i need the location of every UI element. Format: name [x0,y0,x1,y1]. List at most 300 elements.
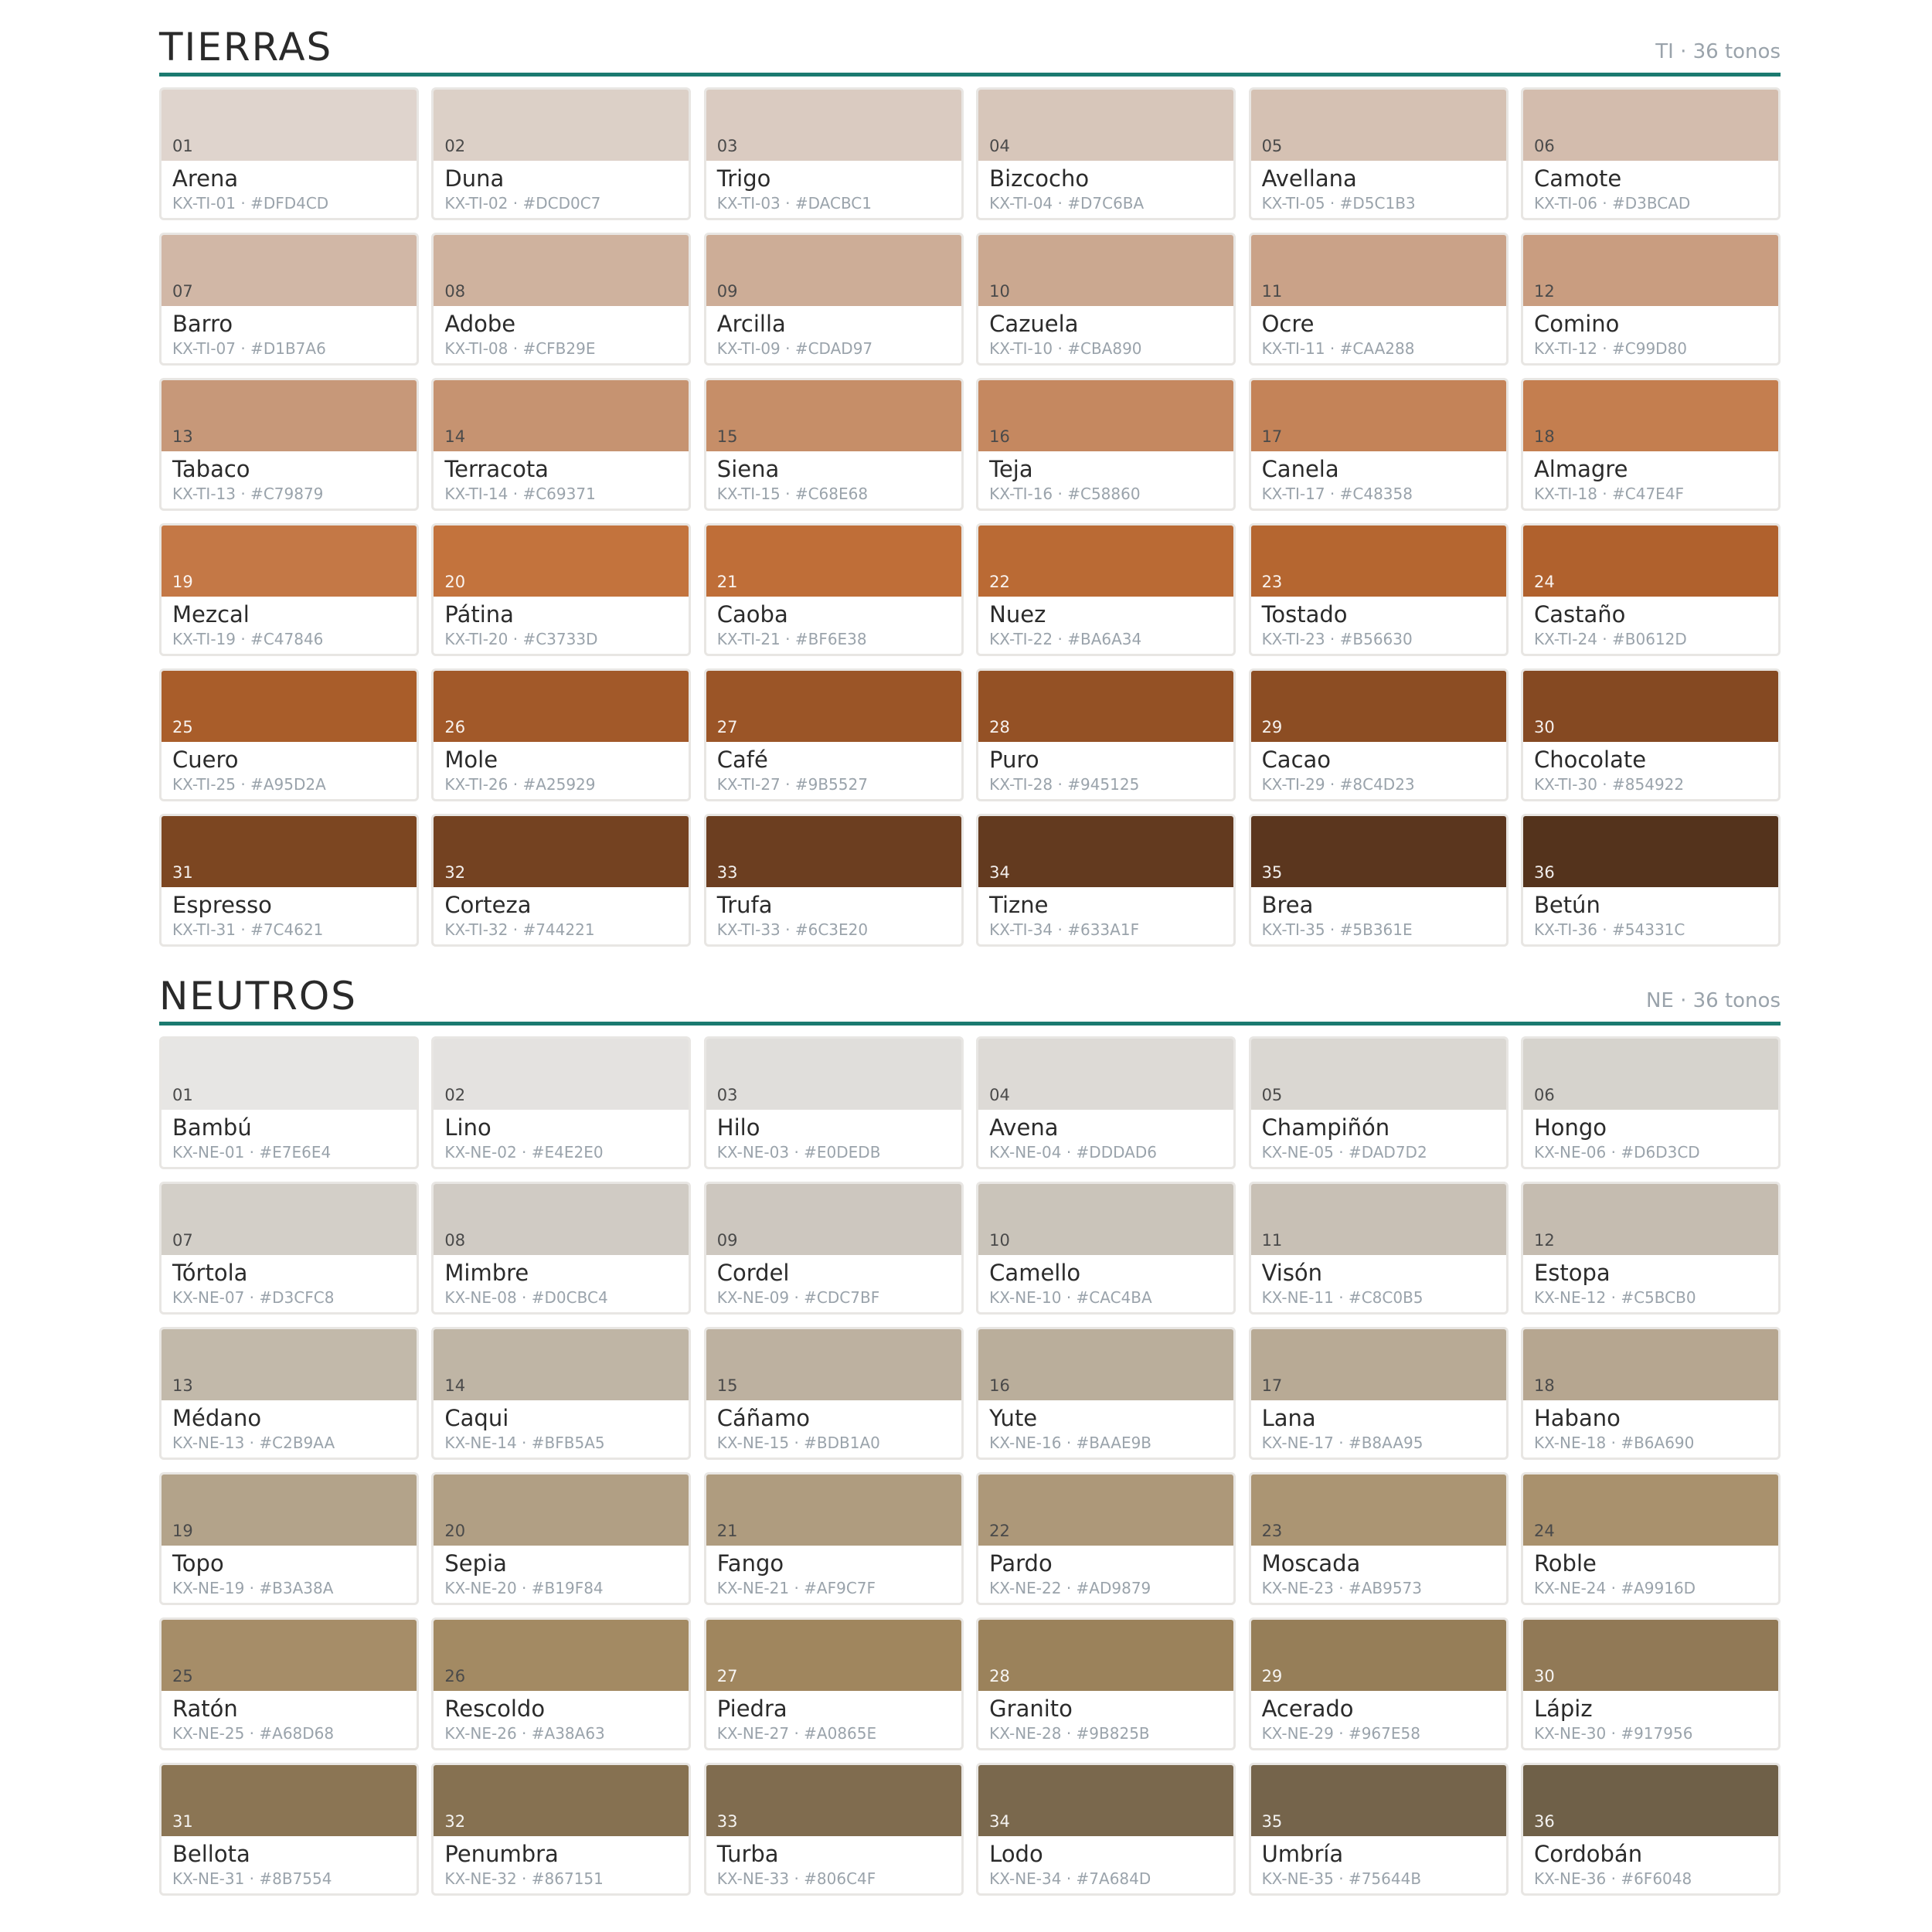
swatch-code: KX-TI-08 · #CFB29E [444,338,596,358]
swatch-name: Granito [989,1696,1073,1722]
swatch-card[interactable] [1521,1182,1781,1315]
color-swatch [1251,235,1506,306]
color-swatch [1251,671,1506,742]
swatch-name: Habano [1533,1405,1621,1431]
color-swatch [706,1329,961,1400]
swatch-info [1523,1836,1778,1886]
color-swatch [1251,1329,1506,1400]
color-swatch [434,1765,689,1836]
swatch-code: KX-NE-24 · #A9916D [1533,1578,1696,1597]
swatch-code: KX-TI-05 · #D5C1B3 [1261,193,1416,213]
swatch-info [978,1691,1233,1741]
swatch-card[interactable] [976,1327,1236,1460]
swatch-code: KX-TI-10 · #CBA890 [989,338,1142,358]
section-meta: NE · 36 tonos [1645,989,1781,1012]
swatch-name: Fango [716,1550,784,1577]
color-swatch [978,380,1233,451]
swatch-code: KX-NE-06 · #D6D3CD [1533,1142,1700,1162]
swatch-name: Cuero [172,747,239,773]
swatch-card[interactable] [159,1327,419,1460]
swatch-info [978,1546,1233,1596]
swatch-code: KX-TI-21 · #BF6E38 [716,629,867,648]
color-swatch [1523,526,1778,597]
swatch-info [1251,1110,1506,1160]
swatch-number: 06 [1533,1086,1555,1104]
swatch-number: 10 [989,282,1010,301]
swatch-name: Roble [1533,1550,1597,1577]
swatch-card[interactable] [1521,378,1781,511]
swatch-number: 16 [989,1376,1010,1395]
swatch-name: Acerado [1261,1696,1354,1722]
swatch-name: Mezcal [172,601,250,628]
swatch-number: 24 [1533,573,1555,591]
color-swatch [162,235,417,306]
swatch-info [1251,1255,1506,1305]
swatch-code: KX-TI-28 · #945125 [989,774,1140,794]
swatch-card[interactable] [704,1617,964,1750]
swatch-card[interactable] [976,1036,1236,1169]
swatch-info [162,742,417,792]
swatch-name: Lana [1261,1405,1316,1431]
swatch-name: Arcilla [716,311,786,337]
color-swatch [1523,1620,1778,1691]
swatch-name: Almagre [1533,456,1628,482]
swatch-name: Tizne [989,892,1049,918]
swatch-info [162,1691,417,1741]
section-neutros [159,949,1781,1896]
swatch-code: KX-NE-15 · #BDB1A0 [716,1433,880,1452]
swatch-card[interactable] [704,1763,964,1896]
swatch-name: Médano [172,1405,262,1431]
swatch-code: KX-NE-31 · #8B7554 [172,1869,332,1888]
swatch-card[interactable] [159,1617,419,1750]
swatch-info [434,742,689,792]
color-swatch [978,671,1233,742]
swatch-name: Puro [989,747,1039,773]
swatch-number: 35 [1261,863,1283,882]
swatch-code: KX-TI-15 · #C68E68 [716,484,869,503]
swatch-card[interactable] [431,1182,691,1315]
swatch-card[interactable] [159,378,419,511]
swatch-card[interactable] [159,233,419,366]
swatch-info [434,161,689,211]
swatch-card[interactable] [976,668,1236,801]
swatch-card[interactable] [1249,1617,1509,1750]
swatch-code: KX-NE-34 · #7A684D [989,1869,1151,1888]
swatch-info [978,161,1233,211]
swatch-number: 20 [444,573,466,591]
swatch-info [162,161,417,211]
swatch-info [1251,1691,1506,1741]
swatch-card[interactable] [1521,1327,1781,1460]
swatch-info [1251,742,1506,792]
swatch-card[interactable] [1521,668,1781,801]
swatch-name: Cazuela [989,311,1079,337]
color-swatch [706,671,961,742]
swatch-code: KX-NE-04 · #DDDAD6 [989,1142,1157,1162]
color-swatch [1523,1329,1778,1400]
swatch-code: KX-TI-32 · #744221 [444,920,595,939]
swatch-name: Piedra [716,1696,787,1722]
swatch-name: Yute [989,1405,1038,1431]
swatch-number: 18 [1533,427,1555,446]
swatch-name: Canela [1261,456,1339,482]
swatch-info [434,1691,689,1741]
swatch-info [706,597,961,647]
swatch-card[interactable] [431,523,691,656]
swatch-number: 32 [444,863,466,882]
swatch-name: Tostado [1261,601,1348,628]
swatch-name: Avena [989,1114,1059,1141]
swatch-card[interactable] [1249,668,1509,801]
swatch-name: Pardo [989,1550,1053,1577]
swatch-card[interactable] [1521,1036,1781,1169]
swatch-grid [159,87,1781,947]
swatch-code: KX-TI-23 · #B56630 [1261,629,1413,648]
swatch-name: Pátina [444,601,514,628]
swatch-card[interactable] [431,814,691,947]
swatch-code: KX-TI-22 · #BA6A34 [989,629,1142,648]
color-swatch [1523,1765,1778,1836]
swatch-card[interactable] [704,1182,964,1315]
swatch-number: 02 [444,1086,466,1104]
swatch-name: Trufa [716,892,773,918]
swatch-info [1251,597,1506,647]
swatch-card[interactable] [1249,87,1509,220]
swatch-code: KX-TI-30 · #854922 [1533,774,1685,794]
color-swatch [706,235,961,306]
swatch-info [434,1400,689,1451]
swatch-info [162,1400,417,1451]
color-swatch [1523,1039,1778,1110]
swatch-card[interactable] [431,87,691,220]
swatch-name: Duna [444,165,505,192]
swatch-code: KX-TI-07 · #D1B7A6 [172,338,326,358]
swatch-card[interactable] [1521,1472,1781,1605]
swatch-info [706,1546,961,1596]
swatch-card[interactable] [704,668,964,801]
swatch-info [978,1400,1233,1451]
color-swatch [162,816,417,887]
swatch-name: Castaño [1533,601,1626,628]
swatch-number: 09 [716,1231,738,1250]
swatch-code: KX-TI-29 · #8C4D23 [1261,774,1415,794]
swatch-number: 18 [1533,1376,1555,1395]
swatch-number: 23 [1261,1522,1283,1540]
swatch-name: Moscada [1261,1550,1361,1577]
swatch-code: KX-NE-27 · #A0865E [716,1723,877,1743]
swatch-card[interactable] [1521,87,1781,220]
swatch-number: 24 [1533,1522,1555,1540]
color-swatch [978,235,1233,306]
swatch-info [1523,597,1778,647]
swatch-number: 08 [444,1231,466,1250]
swatch-code: KX-TI-03 · #DACBC1 [716,193,872,213]
swatch-code: KX-TI-35 · #5B361E [1261,920,1413,939]
swatch-info [1523,742,1778,792]
swatch-info [1523,451,1778,502]
swatch-card[interactable] [1521,233,1781,366]
swatch-code: KX-TI-04 · #D7C6BA [989,193,1145,213]
swatch-code: KX-TI-12 · #C99D80 [1533,338,1688,358]
section-title: NEUTROS [159,974,357,1019]
swatch-number: 05 [1261,1086,1283,1104]
swatch-code: KX-NE-33 · #806C4F [716,1869,876,1888]
swatch-number: 04 [989,137,1010,155]
swatch-card[interactable] [159,668,419,801]
swatch-card[interactable] [1249,1327,1509,1460]
swatch-number: 05 [1261,137,1283,155]
swatch-name: Mimbre [444,1260,529,1286]
swatch-card[interactable] [159,1472,419,1605]
swatch-card[interactable] [1249,378,1509,511]
swatch-info [978,887,1233,937]
swatch-name: Trigo [716,165,771,192]
color-swatch [706,90,961,161]
swatch-card[interactable] [976,1763,1236,1896]
swatch-card[interactable] [704,87,964,220]
swatch-name: Sepia [444,1550,507,1577]
color-swatch [162,380,417,451]
swatch-card[interactable] [976,378,1236,511]
swatch-info [162,1546,417,1596]
swatch-name: Estopa [1533,1260,1611,1286]
swatch-code: KX-NE-07 · #D3CFC8 [172,1287,335,1307]
swatch-info [978,1836,1233,1886]
swatch-card[interactable] [1521,814,1781,947]
color-swatch [706,1039,961,1110]
swatch-number: 20 [444,1522,466,1540]
swatch-info [1251,161,1506,211]
swatch-code: KX-TI-27 · #9B5527 [716,774,868,794]
swatch-card[interactable] [1249,1763,1509,1896]
swatch-card[interactable] [431,1327,691,1460]
swatch-name: Betún [1533,892,1600,918]
swatch-info [706,451,961,502]
section-header [159,0,1781,77]
swatch-code: KX-NE-29 · #967E58 [1261,1723,1420,1743]
swatch-card[interactable] [431,378,691,511]
swatch-card[interactable] [704,233,964,366]
swatch-card[interactable] [704,814,964,947]
swatch-number: 36 [1533,863,1555,882]
swatch-name: Ocre [1261,311,1315,337]
swatch-name: Caoba [716,601,788,628]
color-swatch [434,526,689,597]
swatch-code: KX-TI-25 · #A95D2A [172,774,326,794]
swatch-code: KX-TI-06 · #D3BCAD [1533,193,1691,213]
swatch-card[interactable] [704,1472,964,1605]
swatch-card[interactable] [976,1182,1236,1315]
color-swatch [162,90,417,161]
color-swatch [162,1620,417,1691]
swatch-info [706,1110,961,1160]
swatch-name: Lodo [989,1841,1043,1867]
swatch-info [706,1400,961,1451]
swatch-code: KX-NE-10 · #CAC4BA [989,1287,1152,1307]
color-swatch [1523,1475,1778,1546]
swatch-code: KX-NE-13 · #C2B9AA [172,1433,335,1452]
swatch-name: Rescoldo [444,1696,546,1722]
swatch-code: KX-NE-17 · #B8AA95 [1261,1433,1423,1452]
swatch-number: 22 [989,573,1010,591]
swatch-info [1251,887,1506,937]
swatch-number: 28 [989,1667,1010,1685]
swatch-name: Bizcocho [989,165,1090,192]
swatch-code: KX-TI-18 · #C47E4F [1533,484,1685,503]
swatch-card[interactable] [431,668,691,801]
swatch-card[interactable] [1521,1763,1781,1896]
swatch-info [434,1255,689,1305]
swatch-card[interactable] [159,1182,419,1315]
swatch-card[interactable] [1249,1472,1509,1605]
swatch-number: 07 [172,282,193,301]
swatch-code: KX-TI-20 · #C3733D [444,629,598,648]
swatch-card[interactable] [1249,523,1509,656]
swatch-card[interactable] [1249,1182,1509,1315]
swatch-card[interactable] [704,1327,964,1460]
swatch-name: Terracota [444,456,549,482]
section-header [159,949,1781,1026]
swatch-card[interactable] [431,1472,691,1605]
color-swatch [706,1765,961,1836]
swatch-card[interactable] [704,1036,964,1169]
swatch-card[interactable] [704,523,964,656]
swatch-code: KX-TI-36 · #54331C [1533,920,1685,939]
swatch-name: Tórtola [172,1260,248,1286]
swatch-number: 25 [172,1667,193,1685]
swatch-info [162,887,417,937]
swatch-info [706,742,961,792]
swatch-number: 14 [444,1376,466,1395]
color-swatch [1251,816,1506,887]
swatch-card[interactable] [1521,523,1781,656]
swatch-info [978,451,1233,502]
swatch-number: 26 [444,1667,466,1685]
swatch-card[interactable] [159,523,419,656]
swatch-info [1251,451,1506,502]
swatch-code: KX-TI-17 · #C48358 [1261,484,1413,503]
swatch-code: KX-NE-16 · #BAAE9B [989,1433,1152,1452]
swatch-card[interactable] [976,523,1236,656]
swatch-number: 04 [989,1086,1010,1104]
swatch-card[interactable] [976,233,1236,366]
swatch-code: KX-NE-18 · #B6A690 [1533,1433,1695,1452]
swatch-number: 29 [1261,1667,1283,1685]
swatch-number: 01 [172,1086,193,1104]
color-swatch [434,1620,689,1691]
swatch-number: 31 [172,863,193,882]
swatch-code: KX-TI-09 · #CDAD97 [716,338,873,358]
swatch-info [434,451,689,502]
swatch-info [978,306,1233,356]
color-swatch [978,1765,1233,1836]
swatch-name: Barro [172,311,233,337]
swatch-card[interactable] [1249,1036,1509,1169]
swatch-card[interactable] [976,814,1236,947]
swatch-card[interactable] [1249,814,1509,947]
swatch-name: Caqui [444,1405,509,1431]
swatch-number: 19 [172,1522,193,1540]
swatch-card[interactable] [1521,1617,1781,1750]
color-swatch [1251,1039,1506,1110]
swatch-card[interactable] [976,1472,1236,1605]
swatch-number: 08 [444,282,466,301]
swatch-name: Champiñón [1261,1114,1390,1141]
swatch-code: KX-TI-16 · #C58860 [989,484,1141,503]
swatch-name: Mole [444,747,498,773]
color-swatch [162,1184,417,1255]
swatch-number: 32 [444,1812,466,1831]
color-swatch [706,1620,961,1691]
swatch-name: Comino [1533,311,1620,337]
swatch-name: Café [716,747,768,773]
swatch-code: KX-NE-26 · #A38A63 [444,1723,605,1743]
swatch-info [706,306,961,356]
swatch-info [706,887,961,937]
swatch-name: Lino [444,1114,492,1141]
swatch-number: 03 [716,137,738,155]
swatch-name: Visón [1261,1260,1323,1286]
swatch-card[interactable] [431,1763,691,1896]
swatch-info [162,306,417,356]
color-swatch [1251,90,1506,161]
swatch-code: KX-NE-11 · #C8C0B5 [1261,1287,1423,1307]
swatch-code: KX-TI-34 · #633A1F [989,920,1140,939]
swatch-number: 17 [1261,1376,1283,1395]
swatch-code: KX-TI-13 · #C79879 [172,484,324,503]
swatch-card[interactable] [431,233,691,366]
color-swatch [1523,380,1778,451]
swatch-code: KX-TI-14 · #C69371 [444,484,596,503]
swatch-name: Bambú [172,1114,252,1141]
swatch-info [706,1691,961,1741]
swatch-card[interactable] [704,378,964,511]
color-swatch [1251,526,1506,597]
swatch-code: KX-NE-28 · #9B825B [989,1723,1150,1743]
swatch-info [706,1836,961,1886]
swatch-info [434,1110,689,1160]
swatch-code: KX-NE-32 · #867151 [444,1869,604,1888]
swatch-number: 11 [1261,1231,1283,1250]
swatch-card[interactable] [159,1763,419,1896]
swatch-card[interactable] [159,87,419,220]
swatch-card[interactable] [159,814,419,947]
swatch-card[interactable] [431,1617,691,1750]
swatch-number: 21 [716,573,738,591]
swatch-code: KX-NE-03 · #E0DEDB [716,1142,881,1162]
swatch-number: 33 [716,1812,738,1831]
swatch-name: Cáñamo [716,1405,810,1431]
swatch-card[interactable] [431,1036,691,1169]
swatch-grid [159,1036,1781,1896]
swatch-info [706,1255,961,1305]
swatch-code: KX-TI-11 · #CAA288 [1261,338,1415,358]
swatch-card[interactable] [1249,233,1509,366]
swatch-number: 13 [172,427,193,446]
swatch-card[interactable] [976,87,1236,220]
swatch-name: Espresso [172,892,272,918]
swatch-code: KX-NE-02 · #E4E2E0 [444,1142,604,1162]
swatch-name: Cordel [716,1260,790,1286]
swatch-name: Adobe [444,311,516,337]
swatch-number: 26 [444,718,466,736]
swatch-card[interactable] [976,1617,1236,1750]
swatch-name: Avellana [1261,165,1357,192]
swatch-info [162,451,417,502]
swatch-card[interactable] [159,1036,419,1169]
swatch-number: 01 [172,137,193,155]
